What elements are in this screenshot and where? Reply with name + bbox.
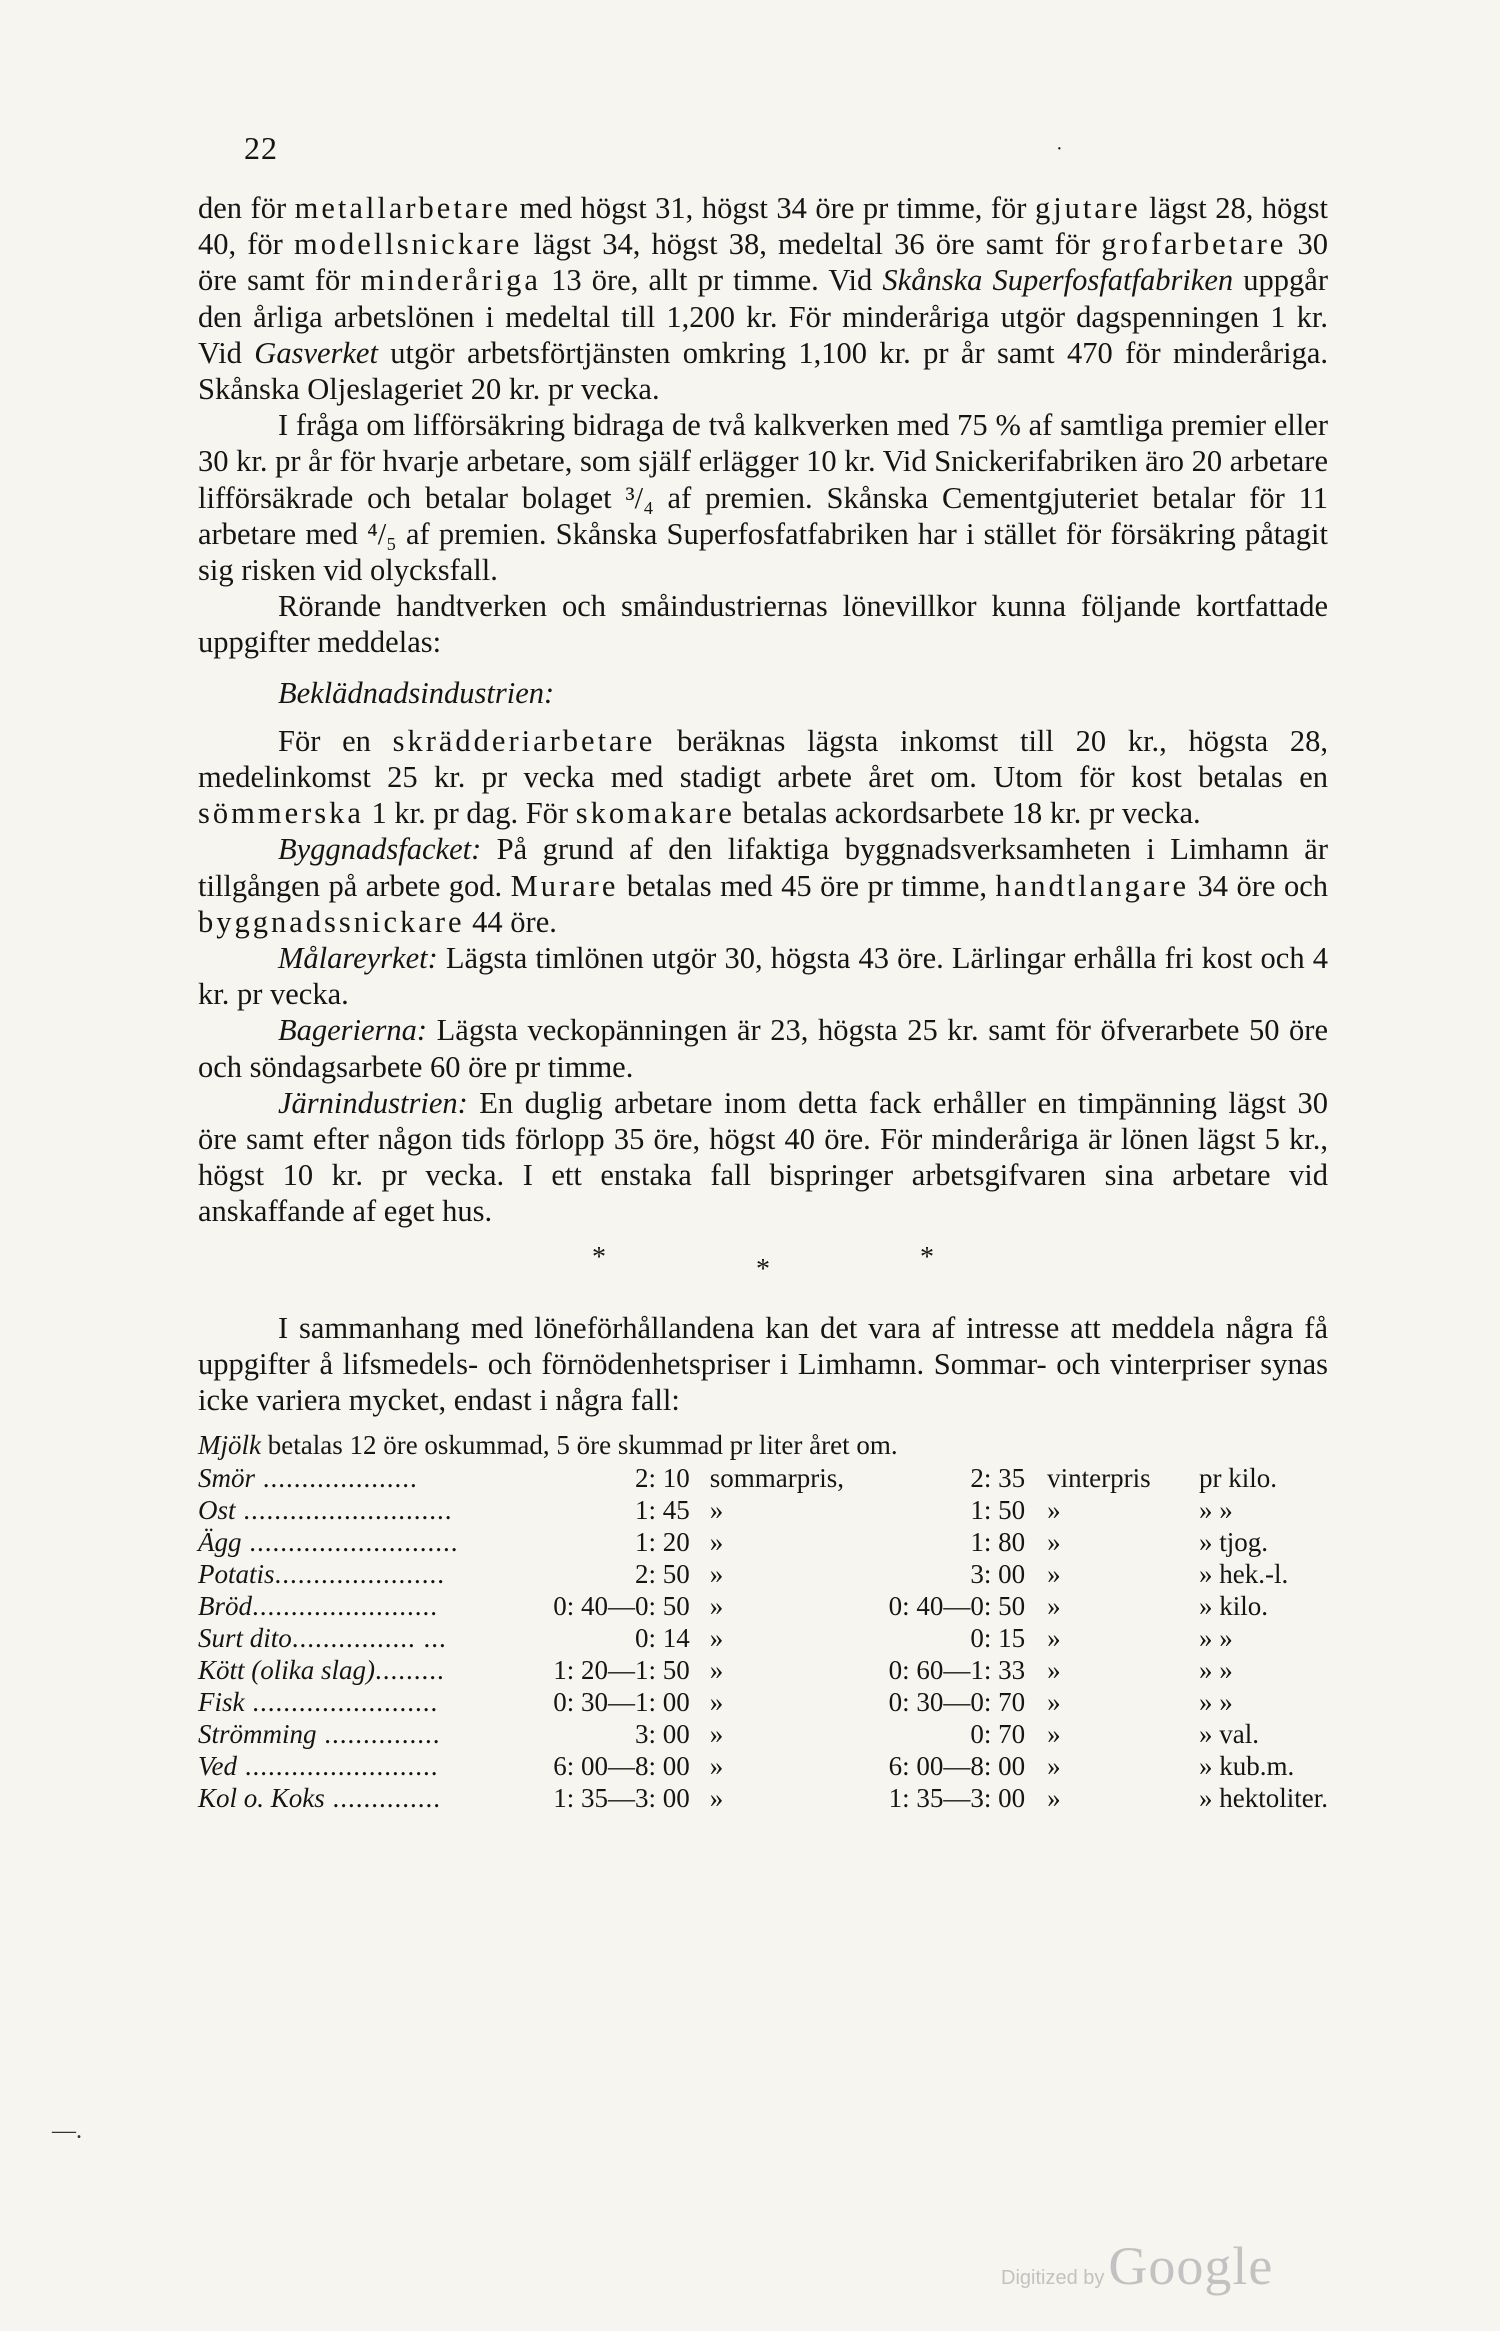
price-cell-item — [198, 1494, 522, 1526]
price-row — [198, 1782, 1328, 1814]
price-cell-v1: 0: 14 — [634, 1622, 690, 1653]
leader-dots: ......................... — [236, 1750, 439, 1781]
price-row — [198, 1622, 1328, 1654]
paragraph — [198, 588, 1328, 660]
leader-dots: ................ ... — [291, 1622, 447, 1653]
price-cell-unit: pr kilo. — [1199, 1462, 1278, 1493]
price-item-name: Potatis — [198, 1558, 275, 1589]
text-segment: grofarbetare — [1101, 227, 1287, 262]
text-segment: handtlangare — [995, 868, 1189, 903]
price-cell-v2: 1: 50 — [970, 1494, 1026, 1525]
paragraph — [198, 1085, 1328, 1230]
price-cell-l1: » — [709, 1558, 724, 1589]
price-cell-l1: » — [709, 1622, 724, 1653]
price-cell-item — [198, 1622, 522, 1654]
price-intro — [198, 1429, 1328, 1462]
price-cell-unit: » kub.m. — [1199, 1750, 1295, 1781]
price-cell-v1: 0: 30—1: 00 — [553, 1686, 690, 1717]
price-cell-v2: 0: 40—0: 50 — [888, 1590, 1026, 1621]
separator-star: * — [592, 1241, 606, 1273]
price-row — [198, 1590, 1328, 1622]
price-cell-l1: » — [709, 1526, 724, 1557]
price-cell-unit: » tjog. — [1199, 1526, 1269, 1557]
price-item-name: Fisk — [198, 1686, 245, 1717]
text-segment: I fråga om lifförsäkring bidraga de två kalkverken med 75 % af samtliga premier eller 30 kr. pr år för hvarje arbetare, som själf erlägger 10 kr. Vid Snickerifabriken äro 20 arbetare lifförsäkrade och betalar bolaget ³/₄ af premien. Skånska Cementgjuteriet betalar för 11 arbetare med ⁴/₅ af premien. Skånska Superfosfatfabriken har i stället för försäkring påtagit sig risken vid olycksfall. — [198, 408, 1328, 588]
text-segment: uppgår den årliga arbetslönen i medeltal till 1,200 kr. För minderåriga utgör dagspenningen 1 kr. Vid — [198, 263, 1328, 370]
text-segment: Gasverket — [254, 335, 378, 370]
leader-dots: .............. — [324, 1782, 442, 1813]
price-cell-v1: 0: 40—0: 50 — [553, 1590, 690, 1621]
price-cell-v1: 2: 50 — [634, 1558, 690, 1589]
price-item-name: Bröd — [198, 1590, 252, 1621]
price-cell-l1: » — [709, 1782, 724, 1813]
price-cell-l1: » — [709, 1718, 724, 1749]
text-segment: sömmerska — [198, 796, 364, 831]
price-cell-l2: » — [1047, 1526, 1061, 1557]
text-segment: minderåriga — [360, 263, 541, 298]
price-cell-v1: 2: 10 — [634, 1462, 690, 1493]
price-cell-v1: 1: 45 — [634, 1494, 690, 1525]
text-segment: lägst 28, högst 40, för — [198, 191, 1328, 262]
text-segment: 34 öre och — [1189, 868, 1328, 903]
text-segment: betalas med 45 öre pr timme, — [618, 868, 996, 903]
text-segment: Byggnadsfacket: — [278, 832, 482, 867]
leader-dots: ........................... — [235, 1494, 453, 1525]
price-cell-v1: 1: 35—3: 00 — [553, 1782, 690, 1813]
price-cell-v2: 2: 35 — [970, 1462, 1026, 1493]
price-item-name: Surt dito — [198, 1622, 292, 1653]
paragraph — [198, 723, 1328, 832]
price-cell-l1: » — [709, 1750, 724, 1781]
closing-paragraph: I sammanhang med löneförhållandena kan det vara af intresse att meddela några få uppgifter å lifsmedels- och förnödenhetspriser i Limhamn. Sommar- och vinterpriser synas icke variera mycket, endast i några fall: — [198, 1310, 1328, 1418]
leader-dots: .................... — [255, 1462, 418, 1493]
price-row — [198, 1750, 1328, 1782]
leader-dots: ........................ — [244, 1686, 439, 1717]
price-cell-l2: » — [1047, 1686, 1061, 1717]
text-segment: Skånska Superfosfatfabriken — [882, 263, 1234, 298]
price-cell-unit: » » — [1199, 1494, 1233, 1525]
leader-dots: ............... — [316, 1718, 441, 1749]
price-row — [198, 1686, 1328, 1718]
price-cell-l2: » — [1047, 1782, 1061, 1813]
print-speck: · — [1056, 138, 1063, 160]
text-segment: med högst 31, högst 34 öre pr timme, för — [511, 191, 1035, 225]
price-item-name: Kött (olika slag) — [198, 1654, 375, 1685]
price-item-name: Kol o. Koks — [198, 1782, 325, 1813]
text-segment: modellsnickare — [293, 227, 523, 262]
text-segment: 30 öre samt för — [198, 227, 1328, 298]
text-segment: Målareyrket: — [278, 941, 438, 976]
price-cell-unit: » hektoliter. — [1199, 1782, 1328, 1813]
price-row — [198, 1718, 1328, 1750]
price-cell-l2: » — [1047, 1558, 1061, 1589]
price-cell-l2: » — [1047, 1494, 1061, 1525]
leader-dots: ......... — [375, 1654, 445, 1685]
text-segment: betalas ackordsarbete 18 kr. pr vecka. — [734, 796, 1201, 831]
text-segment: utgör arbetsförtjänsten omkring 1,100 kr. pr år samt 470 för minderåriga. Skånska Oljeslageriet 20 kr. pr vecka. — [198, 335, 1328, 407]
price-cell-unit: » » — [1199, 1622, 1233, 1653]
price-item-name: Smör — [198, 1462, 256, 1493]
text-segment: Beklädnadsindustrien: — [278, 675, 555, 710]
price-cell-l2: » — [1047, 1750, 1061, 1781]
price-cell-item — [198, 1686, 522, 1718]
watermark-brand: Google — [1108, 2236, 1274, 2296]
text-segment: Bagerierna: — [278, 1013, 428, 1048]
price-cell-v2: 0: 30—0: 70 — [888, 1686, 1026, 1717]
paragraph — [198, 407, 1328, 588]
price-cell-v1: 3: 00 — [634, 1718, 690, 1749]
price-cell-v2: 1: 80 — [970, 1526, 1026, 1557]
text-segment: den för — [198, 191, 295, 225]
price-cell-v1: 1: 20—1: 50 — [553, 1654, 690, 1685]
price-cell-l2: » — [1047, 1718, 1061, 1749]
price-cell-l1: » — [709, 1686, 724, 1717]
price-cell-l2: » — [1047, 1654, 1061, 1685]
price-cell-v1: 1: 20 — [634, 1526, 690, 1557]
price-intro-item: Mjölk — [198, 1429, 261, 1460]
page-number: 22 — [244, 130, 278, 166]
paragraph — [198, 831, 1328, 940]
price-cell-v2: 1: 35—3: 00 — [888, 1782, 1026, 1813]
paragraph — [198, 940, 1328, 1012]
price-cell-item — [198, 1718, 522, 1750]
price-cell-v2: 0: 15 — [970, 1622, 1026, 1653]
text-segment: Järnindustrien: — [278, 1085, 468, 1120]
price-cell-item — [198, 1590, 522, 1622]
watermark-prefix: Digitized by — [1001, 2267, 1105, 2289]
price-cell-item — [198, 1526, 522, 1558]
section-separator — [198, 1240, 1328, 1285]
price-cell-l2: vinterpris — [1047, 1462, 1151, 1493]
price-item-name: Ost — [198, 1494, 236, 1525]
price-cell-v2: 3: 00 — [970, 1558, 1026, 1589]
text-segment: Lägsta timlönen utgör 30, högsta 43 öre. Lärlingar erhålla fri kost och 4 kr. pr vecka. — [198, 941, 1328, 1012]
text-segment: På grund af den lifaktiga byggnadsverksamheten i Limhamn är tillgången på arbete god. — [198, 832, 1328, 903]
paragraph — [198, 1012, 1328, 1084]
price-cell-unit: » kilo. — [1199, 1590, 1269, 1621]
price-item-name: Ägg — [198, 1526, 242, 1557]
text-segment: 44 öre. — [464, 904, 557, 939]
price-cell-v2: 6: 00—8: 00 — [888, 1750, 1026, 1781]
text-segment: 1 kr. pr dag. För — [363, 796, 576, 831]
separator-star: * — [920, 1241, 934, 1273]
price-intro-text: betalas 12 öre oskummad, 5 öre skummad pr liter året om. — [260, 1429, 898, 1460]
price-cell-l1: » — [709, 1590, 724, 1621]
price-cell-v2: 0: 60—1: 33 — [888, 1654, 1026, 1685]
digitized-watermark — [1001, 2235, 1273, 2297]
price-cell-l1: sommarpris, — [709, 1462, 844, 1493]
text-segment: gjutare — [1034, 191, 1141, 225]
text-segment: Murare — [510, 868, 619, 903]
leader-dots: ...................... — [274, 1558, 446, 1589]
paragraph — [198, 190, 1328, 407]
text-segment: skomakare — [575, 796, 735, 831]
price-cell-unit: » val. — [1199, 1718, 1260, 1749]
separator-star: * — [756, 1253, 770, 1285]
price-item-name: Ved — [198, 1750, 237, 1781]
price-item-name: Strömming — [198, 1718, 317, 1749]
text-segment: byggnadssnickare — [198, 904, 465, 939]
margin-mark: —. — [52, 2118, 82, 2144]
price-row — [198, 1558, 1328, 1590]
price-cell-item — [198, 1558, 522, 1590]
leader-dots: ........................ — [252, 1590, 438, 1621]
text-segment: skrädderiarbetare — [392, 723, 656, 758]
text-segment: Lägsta veckopänningen är 23, högsta 25 kr. samt för öfverarbete 50 öre och söndagsarbete 60 öre pr timme. — [198, 1013, 1328, 1084]
price-cell-v2: 0: 70 — [970, 1718, 1026, 1749]
leader-dots: ........................... — [241, 1526, 459, 1557]
price-table — [198, 1462, 1328, 1814]
price-cell-unit: » » — [1199, 1686, 1233, 1717]
price-cell-item — [198, 1782, 522, 1814]
text-segment: För en — [278, 723, 393, 758]
price-cell-unit: » » — [1199, 1654, 1233, 1685]
text-segment: lägst 34, högst 38, medeltal 36 öre samt för — [522, 227, 1102, 262]
section-heading — [278, 675, 1328, 711]
price-cell-item — [198, 1462, 522, 1494]
text-segment: 13 öre, allt pr timme. Vid — [540, 263, 883, 298]
price-cell-l1: » — [709, 1654, 724, 1685]
price-cell-item — [198, 1654, 522, 1686]
price-table-body — [198, 1462, 1328, 1814]
body-text — [198, 190, 1328, 1814]
text-segment: En duglig arbetare inom detta fack erhåller en timpänning lägst 30 öre samt efter någon tids förlopp 35 öre, högst 40 öre. För minderåriga är lönen lägst 5 kr., högst 10 kr. pr vecka. I ett enstaka fall bispringer arbetsgifvaren sina arbetare vid anskaffande af eget hus. — [198, 1085, 1328, 1229]
price-cell-v1: 6: 00—8: 00 — [553, 1750, 690, 1781]
price-cell-item — [198, 1750, 522, 1782]
price-row — [198, 1526, 1328, 1558]
text-segment: beräknas lägsta inkomst till 20 kr., högsta 28, medelinkomst 25 kr. pr vecka med stadigt arbete året om. Utom för kost betalas en — [198, 723, 1328, 795]
text-segment: Rörande handtverken och småindustriernas lönevillkor kunna följande kortfattade uppgifter meddelas: — [198, 589, 1328, 660]
price-cell-unit: » hek.-l. — [1199, 1558, 1289, 1589]
price-cell-l2: » — [1047, 1590, 1061, 1621]
text-segment: metallarbetare — [294, 191, 512, 225]
paragraphs — [198, 190, 1328, 1230]
price-row — [198, 1462, 1328, 1494]
price-cell-l1: » — [709, 1494, 724, 1525]
price-cell-l2: » — [1047, 1622, 1061, 1653]
price-row — [198, 1494, 1328, 1526]
price-row — [198, 1654, 1328, 1686]
